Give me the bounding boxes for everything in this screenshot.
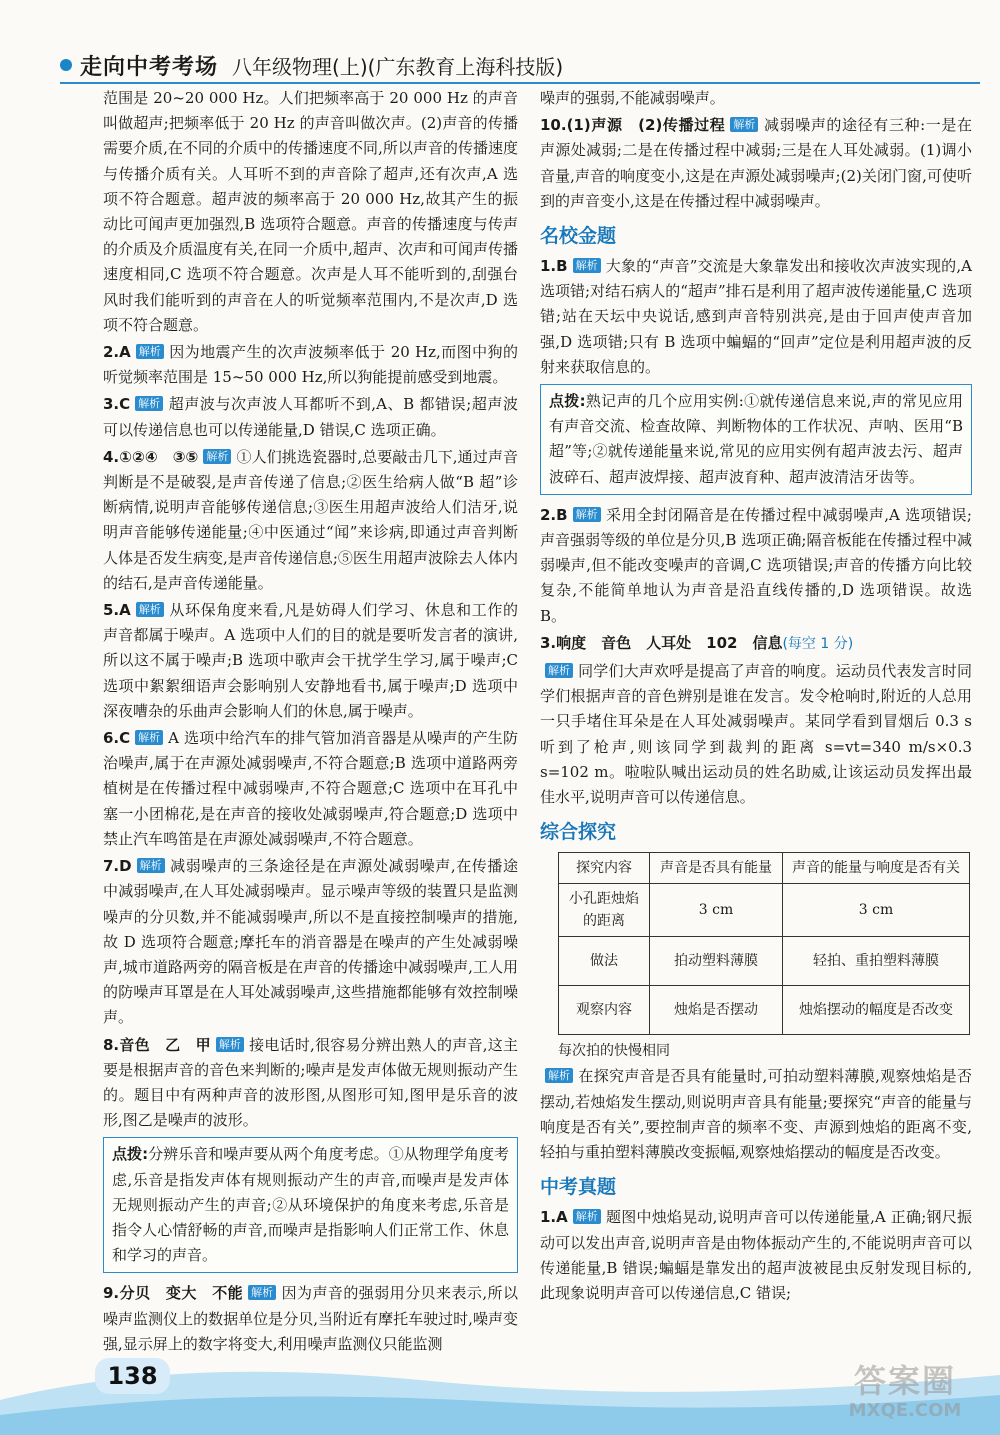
continued-text: 噪声的强弱,不能减弱噪声。 (540, 89, 725, 107)
answer-4 (103, 445, 518, 596)
answer-number: 6.C (103, 729, 131, 748)
analysis-tag: 解析 (573, 507, 601, 522)
tip-text: 分辨乐音和噪声要从两个角度考虑。①从物理学角度考虑,乐音是指发声体有规则振动产生的声音,而噪声是发声体无规则振动产生的声音;②从环境保护的角度来考虑,乐音是指令人心情舒畅的声音,而噪声是指影响人们正常工作、休息和学习的声音。 (112, 1145, 509, 1265)
table-cell: 3 cm (783, 884, 970, 937)
answer-text: 题图中烛焰晃动,说明声音可以传递能量,A 正确;钢尺振动可以发出声音,说明声音是由物体振动产生的,不能说明声音可以传递能量,B 错误;蝙蝠是靠发出的超声波被昆虫反射发现目标的,此现象说明声音可以传递信息,C 错误; (540, 1208, 972, 1302)
answer-number: 7.D (103, 857, 132, 876)
page-number: 138 (95, 1358, 170, 1394)
answer-number: 2.A (103, 343, 131, 362)
answer-text: 因为地震产生的次声波频率低于 20 Hz,而图中狗的听觉频率范围是 15~50 000 Hz,所以狗能提前感受到地震。 (103, 343, 518, 387)
table-note: 每次拍的快慢相同 (558, 1043, 670, 1060)
answer-text: 同学们大声欢呼是提高了声音的响度。运动员代表发言时同学们根据声音的音色辨别是谁在发言。发令枪响时,附近的人总用一只手堵住耳朵是在人耳处减弱噪声。某同学看到冒烟后 0.3 s 听到了枪声,则该同学到裁判的距离 s=vt=340 m/s×0.3 s=102 m。啦啦队喊出运动员的姓名助威,让该运动员发挥出最佳水平,说明声音可以传递信息。 (540, 662, 972, 807)
analysis-tag: 解析 (545, 663, 573, 678)
answer-text: 减弱噪声的三条途径是在声源处减弱噪声,在传播途中减弱噪声,在人耳处减弱噪声。显示噪声等级的装置只是监测噪声的分贝数,并不能减弱噪声,所以不是直接控制噪声的措施,故 D 选项符合题意;摩托车的消音器是在噪声的产生处减弱噪声,城市道路两旁的隔音板是在声音的传播途中减弱噪声,工人用的防噪声耳罩是在人耳处减弱噪声,这些措施都能够有效控制噪声。 (103, 857, 518, 1027)
answer-number: 10.(1)声源 (2)传播过程 (540, 116, 726, 135)
table-cell: 拍动塑料薄膜 (650, 937, 783, 986)
analysis-tag: 解析 (573, 1209, 601, 1224)
analysis-tag: 解析 (136, 602, 164, 617)
header-dot-icon (60, 59, 72, 71)
table-row (559, 986, 970, 1035)
answer-text: 从环保角度来看,凡是妨碍人们学习、休息和工作的声音都属于噪声。A 选项中人们的目的就是要听发言者的演讲,所以这不属于噪声;B 选项中歌声会干扰学生学习,属于噪声;C 选项中絮絮细语声会影响别人安静地看书,属于噪声;D 选项中深夜嘈杂的乐曲声会影响人们的休息,属于噪声。 (103, 601, 518, 720)
answer-6 (103, 726, 518, 852)
exam-answer-1 (540, 1205, 972, 1306)
answer-10 (540, 113, 972, 214)
famous-answer-3-heading (540, 631, 972, 657)
analysis-tag: 解析 (135, 730, 163, 745)
answer-text: 采用全封闭隔音是在传播过程中减弱噪声,A 选项错误;声音强弱等级的单位是分贝,B 选项正确;隔音板能在传播过程中减弱噪声,但不能改变噪声的音调,C 选项错误;声音的传播方向比较复杂,不能简单地认为声音是沿直线传播的,D 选项错误。故选 B。 (540, 505, 972, 625)
answer-text: 接电话时,很容易分辨出熟人的声音,这主要是根据声音的音色来判断的;噪声是发声体做无规则振动产生的。题目中有两种声音的波形图,从图形可知,图甲是乐音的波形,图乙是噪声的波形。 (103, 1035, 518, 1130)
tip-text: 熟记声的几个应用实例:①就传递信息来说,声的常见应用有声音交流、检查故障、判断物体的工作状况、声呐、医用“B 超”等;②就传递能量来说,常见的应用实例有超声波去污、超声波碎石、超声波焊接、超声波育种、超声波清洁牙齿等。 (549, 392, 964, 486)
table-cell: 轻拍、重拍塑料薄膜 (783, 937, 970, 986)
table-cell: 3 cm (650, 884, 783, 937)
analysis-tag: 解析 (545, 1068, 573, 1083)
answer-text: 减弱噪声的途径有三种:一是在声源处减弱;二是在传播过程中减弱;三是在人耳处减弱。(1)调小音量,声音的响度变小,这是在声源处减弱噪声;(2)关闭门窗,可使听到的声音变小,这是在传播过程中减弱噪声。 (540, 116, 972, 210)
answer-2 (103, 340, 518, 390)
analysis-tag: 解析 (216, 1037, 244, 1052)
watermark-url: MXQE.COM (848, 1400, 962, 1421)
experiment-table (558, 852, 970, 1035)
answer-5 (103, 598, 518, 724)
tip-label: 点拨: (549, 392, 586, 411)
comprehensive-analysis (540, 1064, 972, 1165)
tip-box (540, 384, 972, 495)
table-cell: 声音是否具有能量 (650, 853, 783, 884)
answer-number: 2.B (540, 505, 568, 524)
right-column (540, 86, 972, 1308)
answer-text: 超声波与次声波人耳都听不到,A、B 都错误;超声波可以传递信息也可以传递能量,D 错误,C 选项正确。 (103, 395, 518, 439)
famous-answer-3 (540, 659, 972, 810)
answer-number: 5.A (103, 601, 131, 620)
answer-text: 在探究声音是否具有能量时,可拍动塑料薄膜,观察烛焰是否摆动,若烛焰发生摆动,则说明声音具有能量;要探究“声音的能量与响度是否有关”,要控制声音的频率不变、声源到烛焰的距离不变,轻拍与重拍塑料薄膜改变振幅,观察烛焰摆动的幅度是否改变。 (540, 1067, 972, 1162)
answer-text: 因为声音的强弱用分贝来表示,所以噪声监测仪上的数据单位是分贝,当附近有摩托车驶过时,噪声变强,显示屏上的数字将变大,利用噪声监测仪只能监测 (103, 1284, 518, 1353)
analysis-tag: 解析 (136, 344, 164, 359)
analysis-tag: 解析 (135, 396, 163, 411)
section-heading-famous-school: 名校金题 (540, 225, 617, 248)
book-subtitle: 八年级物理(上)(广东教育上海科技版) (232, 54, 564, 79)
left-column (103, 86, 518, 1359)
score-note: (每空 1 分) (782, 635, 854, 652)
answer-number: 1.B (540, 257, 568, 276)
answer-number: 9.分贝 变大 不能 (103, 1284, 244, 1303)
answer-number: 4.①②④ ③⑤ (103, 447, 199, 466)
section-heading-exam: 中考真题 (540, 1176, 617, 1199)
page-header (60, 48, 980, 82)
answer-8 (103, 1033, 518, 1134)
book-brand: 走向中考考场 (80, 54, 219, 80)
answer-number: 3.C (103, 395, 131, 414)
answer-text: ①人们挑选瓷器时,总要敲击几下,通过声音判断是不是破裂,是声音传递了信息;②医生给病人做“B 超”诊断病情,说明声音能够传递信息;③医生用超声波给人们洁牙,说明声音能够传递能量;④中医通过“闻”来诊病,即通过声音判断人体是否发生病变,是声音传递信息;⑤医生用超声波除去人体内的结石,是声音传递能量。 (103, 447, 518, 592)
answer-text: 大象的“声音”交流是大象靠发出和接收次声波实现的,A 选项错;对结石病人的“超声”排石是利用了超声波传递能量,C 选项错;站在天坛中央说话,感到声音特别洪亮,是由于回声使声音加强,D 选项错;只有 B 选项中蝙蝠的“回声”定位是利用超声波的反射来获取信息的。 (540, 257, 972, 376)
answer-3 (103, 392, 518, 442)
table-cell: 声音的能量与响度是否有关 (783, 853, 970, 884)
intro-paragraph: 范围是 20~20 000 Hz。人们把频率高于 20 000 Hz 的声音叫做超声;把频率低于 20 Hz 的声音叫做次声。(2)声音的传播需要介质,在不同的介质中的传播速度不同,所以声音的传播速度与传播介质有关。人耳听不到的声音除了超声,还有次声,A 选项不符合题意。超声波的频率高于 20 000 Hz,故其产生的振动比可闻声更加强烈,B 选项符合题意。声音的传播速度与传声的介质及介质温度有关,在同一介质中,超声、次声和可闻声传播速度相同,C 选项不符合题意。次声是人耳不能听到的,刮强台风时我们能听到的声音在人的听觉频率范围内,不是次声,D 选项不符合题意。 (103, 89, 518, 334)
watermark-text: 答案圈 (853, 1362, 956, 1400)
answer-7 (103, 854, 518, 1030)
answer-text: A 选项中给汽车的排气管加消音器是从噪声的产生防治噪声,属于在声源处减弱噪声,不符合题意;B 选项中道路两旁植树是在传播过程中减弱噪声,不符合题意;C 选项中在耳孔中塞一小团棉花,是在声音的接收处减弱噪声,符合题意;D 选项中禁止汽车鸣笛是在声源处减弱噪声,不符合题意。 (103, 729, 518, 848)
famous-answer-1 (540, 254, 972, 380)
header-divider (60, 82, 980, 84)
table-cell: 观察内容 (559, 986, 650, 1035)
section-heading-comprehensive: 综合探究 (540, 821, 617, 844)
table-row (559, 884, 970, 937)
answer-number: 3.响度 音色 人耳处 102 信息 (540, 633, 783, 652)
table-cell: 探究内容 (559, 853, 650, 884)
table-cell: 烛焰摆动的幅度是否改变 (783, 986, 970, 1035)
answer-number: 8.音色 乙 甲 (103, 1035, 211, 1054)
analysis-tag: 解析 (137, 858, 165, 873)
table-cell: 做法 (559, 937, 650, 986)
table-row (559, 853, 970, 884)
analysis-tag: 解析 (573, 258, 601, 273)
analysis-tag: 解析 (203, 449, 231, 464)
table-row (559, 937, 970, 986)
site-watermark (820, 1362, 990, 1432)
analysis-tag: 解析 (248, 1285, 276, 1300)
famous-answer-2 (540, 503, 972, 629)
answer-number: 1.A (540, 1208, 568, 1227)
table-cell: 烛焰是否摆动 (650, 986, 783, 1035)
tip-box (103, 1137, 518, 1273)
tip-label: 点拨: (112, 1145, 149, 1164)
table-cell: 小孔距烛焰的距离 (559, 884, 650, 937)
analysis-tag: 解析 (730, 117, 758, 132)
